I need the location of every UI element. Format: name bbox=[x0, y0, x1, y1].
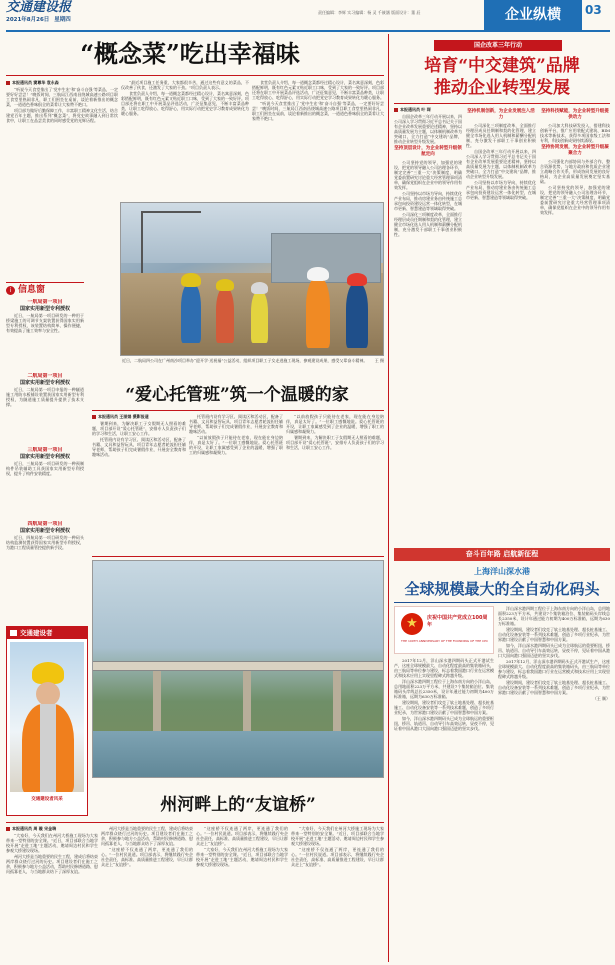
river-paragraph: “这座桥不仅连通了两岸，更连通了我们的心。”一位村民说道。项目部表示，将继续践行央企社会责任，高标准、高质量推进工程建设，早日让群众走上“友谊桥”。 bbox=[196, 826, 288, 846]
river-paragraph: “大家好，今天我们在州河大桥施工现场为大家带来一堂特别的安全课。”近日，项目部联合当地学校开展“走进工地”主题活动，邀请周边村民和学生参观大桥建设现场。 bbox=[291, 826, 384, 846]
river-paragraph: “大家好，今天我们在州河大桥施工现场为大家带来一堂特别的安全课。”近日，项目部联合当地学校开展“走进工地”主题活动，邀请周边村民和学生参观大桥建设现场。 bbox=[6, 833, 98, 853]
date: 2021年8月26日 bbox=[6, 17, 50, 23]
reform-subhead: 坚持协同发展，为企业转型升级凝聚合力 bbox=[541, 145, 609, 156]
reform-col1 bbox=[394, 107, 462, 539]
ad-header bbox=[7, 627, 87, 639]
info-icon: i bbox=[6, 286, 15, 295]
worker-figure bbox=[306, 278, 330, 348]
page-number: 03 bbox=[585, 3, 602, 17]
reform-rule bbox=[394, 103, 610, 104]
port-col2 bbox=[498, 606, 610, 962]
river-col1 bbox=[6, 826, 98, 962]
right-divider bbox=[388, 34, 389, 962]
helmet-icon bbox=[216, 279, 234, 291]
childcare-paragraph: “以前放假孩子只能待在老家，现在能在身边陪伴，真是太好了。”一位职工感慨地说。爱心托管班的开设，让职工家属感受到了企业的温暖，增强了职工的归属感和凝聚力。 bbox=[286, 414, 384, 434]
childcare-col2 bbox=[189, 414, 283, 552]
childcare-paragraph: 暑期到来，为解决职工子女假期无人照看的难题，项目部开设“爱心托管班”，安排专人负责孩子们的学习和生活，让职工安心工作。 bbox=[286, 435, 384, 450]
port-headline: 全球规模最大的全自动化码头 bbox=[404, 580, 600, 598]
info-item-sub: 国家实用新型专利授权 bbox=[19, 454, 70, 460]
reform-col3 bbox=[540, 107, 610, 539]
video-icon bbox=[10, 630, 17, 636]
info-station-header bbox=[6, 283, 84, 297]
reform-subhead: 坚持科技赋能，为企业转型升级提供动力 bbox=[541, 109, 609, 120]
square-bullet-icon bbox=[92, 415, 96, 419]
river-paragraph: “这座桥不仅连通了两岸，更连通了我们的心。”一位村民说道。项目部表示，将继续践行央企社会责任，高标准、高质量推进工程建设，早日让群众走上“友谊桥”。 bbox=[101, 847, 193, 867]
party-emblem-icon: ★ bbox=[401, 613, 423, 635]
childcare-byline: 本报通讯员 王丽娟 摄影报道 bbox=[98, 414, 149, 419]
main-paragraph: “最近项目施工任务重，大家都很辛苦，通过这些有意义的菜品，不仅改善了伙食，还激发了大家的干劲。”项目负责人表示。 bbox=[121, 80, 249, 90]
port-paragraph: 建设期间，建设者们攻克了软土地基处理、超长桩基施工、自动化设备安装等一系列技术难题，创造了多项行业纪录，为世界港口建设贡献了中国智慧和中国方案。 bbox=[498, 627, 610, 642]
ad-image bbox=[10, 642, 84, 792]
reform-paragraph: 自国企改革三年行动开展以来，四公司深入学习贯彻习近平总书记关于国有企业改革发展重要论述精神，坚持以高质量发展为主题，以体制机制改革为突破口，全力打造“中交建筑”品牌，推动企业转型升级发展。 bbox=[466, 149, 536, 179]
info-item-sub: 国家实用新型专利授权 bbox=[19, 528, 70, 534]
river-paragraph: 州河大桥是当地重要的民生工程，建成后将结束两岸群众绕行过河的历史。项目建设者们在施工之余，积极参与地方公益活动，帮助村民修缮道路、慰问孤寡老人，与当地群众结下了深厚友谊。 bbox=[6, 854, 98, 874]
photo-credit: 王 摄 bbox=[374, 358, 384, 363]
info-item-text: 近日，一航局第一项目研发的一种用于桥梁施工的可调节支架装置获得国家实用新型专利授权，该装置结构简单、操作便捷，有效提高了施工效率与安全性。 bbox=[6, 313, 84, 333]
main-article-col1 bbox=[6, 80, 118, 278]
port-col1 bbox=[394, 658, 494, 960]
ad-caption: 交通建设者风采 bbox=[31, 797, 63, 802]
centenary-banner: 奋斗百年路 启航新征程 bbox=[394, 548, 610, 561]
port-paragraph: 如今，洋山深水港四期码头已成为全球航运的重要枢纽，桥吊、轨道吊、自动导引车高效运转，昼夜不停，见证着中国从港口大国向港口强国迈进的坚实步伐。 bbox=[498, 643, 610, 658]
centenary-logo bbox=[394, 606, 494, 654]
childcare-col3 bbox=[286, 414, 384, 552]
port-paragraph: 建设期间，建设者们攻克了软土地基处理、超长桩基施工、自动化设备安装等一系列技术难题，创造了多项行业纪录，为世界港口建设贡献了中国智慧和中国方案。 bbox=[394, 700, 494, 715]
info-item-sub: 国家实用新型专利授权 bbox=[19, 380, 70, 386]
main-article-col3 bbox=[252, 80, 384, 200]
childcare-paragraph: “以前放假孩子只能待在老家，现在能在身边陪伴，真是太好了。”一位职工感慨地说。爱心托管班的开设，让职工家属感受到了企业的温暖，增强了职工的归属感和凝聚力。 bbox=[189, 435, 283, 455]
river-byline: 本报通讯员 周 璇 宋金瑞 bbox=[12, 826, 57, 831]
childcare-rule bbox=[92, 410, 384, 411]
reform-paragraph: 公司坚持以市场为导向，持续优化产业布局，推动房建业务由传统施工总承包向投资建设运营一体化转型，在城市更新、智慧建造等领域取得突破。 bbox=[466, 180, 536, 200]
editor-credits: 责任编辑：李辉 实习编辑：杨 灵 千筱涵 版面设计：董 辰 bbox=[318, 10, 421, 15]
childcare-headline: “爱心托管班”筑一个温暖的家 bbox=[125, 385, 349, 405]
centenary-logo-text: 庆祝中国共产党成立100周年 bbox=[427, 615, 488, 628]
port-paragraph: 建设期间，建设者们攻克了软土地基处理、超长桩基施工、自动化设备安装等一系列技术难题，创造了多项行业纪录，为世界港口建设贡献了中国智慧和中国方案。 bbox=[498, 680, 610, 695]
photo-caption-text: 近日，二航局四公司在广州南沙项目举办“迎开学·送祝福”公益活动，组织项目职工子女走进施工现场，参观建设成果，感受父辈奋斗精神。 bbox=[122, 358, 368, 363]
info-item-head: 三航局第一项目 bbox=[27, 447, 63, 453]
reform-paragraph: 公司坚持党的领导，加强党的建设，把党的领导融入公司治理各环节，制定完善“三重一大”决策制度，明确党委前置研究讨论重大经营管理事项清单，确保党组织在企业中的领导作用有效发挥。 bbox=[394, 160, 462, 190]
photo-caption bbox=[122, 358, 384, 380]
river-paragraph: “这座桥不仅连通了两岸，更连通了我们的心。”一位村民说道。项目部表示，将继续践行央企社会责任，高标准、高质量推进工程建设，早日让群众走上“友谊桥”。 bbox=[291, 847, 384, 867]
bridge-photo bbox=[92, 560, 384, 778]
reform-paragraph: 自国企改革三年行动开展以来，四公司深入学习贯彻习近平总书记关于国有企业改革发展重要论述精神，坚持以高质量发展为主题，以体制机制改革为突破口，全力打造“中交建筑”品牌，推动企业转型升级发展。 bbox=[394, 114, 462, 144]
river-rule bbox=[6, 822, 384, 823]
river-headline: 州河畔上的“友谊桥” bbox=[160, 795, 316, 815]
masthead-rule bbox=[6, 30, 610, 32]
port-paragraph: 洋山深水港四期工程位于上海东南方向的小洋山岛，总用地面积223万平方米，共建设7个集装箱泊位、集装箱码头岸线总长2350米，设计年通过能力初期为400万标准箱，远期为630万标准箱。 bbox=[498, 606, 610, 626]
info-item-head: 一航局第一项目 bbox=[27, 299, 63, 305]
port-paragraph: 2017年12月，洋山深水港四期码头正式开港试生产，这座全球规模最大、自动化程度最高的集装箱码头，由三航局等单位参与建设，标志着我国港口行业在运营模式和技术应用上实现里程碑式跨越升级。 bbox=[498, 659, 610, 679]
river-water bbox=[93, 731, 384, 778]
issue-date bbox=[6, 17, 71, 24]
childcare-paragraph: 托管班内设有学习区、阅读区和活动区，配备了书籍、文具和益智玩具，项目青年志愿者轮流担任辅导老师，帮助孩子们完成暑假作业，开展安全教育和趣味活动。 bbox=[189, 414, 283, 434]
info-item-sub: 国家实用新型专利授权 bbox=[19, 306, 70, 312]
reform-banner: 国企改革三年行动 bbox=[434, 40, 562, 51]
childcare-paragraph: 暑期到来，为解决职工子女假期无人照看的难题，项目部开设“爱心托管班”，安排专人负责孩子们的学习和生活，让职工安心工作。 bbox=[92, 421, 186, 436]
port-paragraph: 2017年12月，洋山深水港四期码头正式开港试生产，这座全球规模最大、自动化程度最高的集装箱码头，由三航局等单位参与建设，标志着我国港口行业在运营模式和技术应用上实现里程碑式跨越升级。 bbox=[394, 658, 494, 678]
childcare-col1 bbox=[92, 414, 186, 552]
main-paragraph: “听说今天食堂推出了‘党中生宏’和‘奋斗自强’等菜品，一定要好好尝尝！”晚饭时间，三航局江西南昌绕城高速公路项目职工食堂里热闹非凡，职工们围坐在桌前，谈论着新推出的概念菜，一道道色香味俱全的菜肴让大家赞不绝口。 bbox=[252, 101, 384, 121]
reform-subhead: 坚持机制创新，为企业发展注入活力 bbox=[467, 109, 535, 120]
river-paragraph: “大家好，今天我们在州河大桥施工现场为大家带来一堂特别的安全课。”近日，项目部联合当地学校开展“走进工地”主题活动，邀请周边村民和学生参观大桥建设现场。 bbox=[196, 847, 288, 867]
reform-byline: 本报通讯员 叶 琛 bbox=[400, 107, 431, 112]
helmet-icon bbox=[307, 267, 329, 281]
square-bullet-icon bbox=[394, 108, 398, 112]
reform-paragraph: 公司深化三项制度改革，全面推行经理层成员任期制和契约化管理，建立健全市场化选人用人机制和薪酬分配机制，充分激发干部职工干事创业积极性。 bbox=[394, 212, 462, 237]
river-top-rule bbox=[92, 556, 384, 557]
child-figure bbox=[216, 288, 234, 343]
headline-rule bbox=[6, 75, 384, 76]
reform-col2 bbox=[466, 107, 536, 539]
river-col3 bbox=[196, 826, 288, 962]
worker-figure bbox=[346, 283, 368, 348]
crane-icon bbox=[141, 211, 143, 281]
main-continuation: 食堂负责人介绍，每一道概念菜都经过精心设计，菜名寓意深刻，色彩搭配鲜明，既有红色元素又贴近职工口味，受到了大家的一致好评。项目部还将在职工中开展菜品评选活动，广泛征集意见，不断丰富菜品种类，让职工吃得放心、吃得舒心，用实际行动把党史学习教育成果转化为暖心服务。 bbox=[252, 80, 384, 100]
main-headline: “概念菜”吃出幸福味 bbox=[80, 39, 300, 68]
reform-headline-1: 培育“中交建筑”品牌 bbox=[424, 56, 580, 76]
bridge-deck bbox=[93, 661, 384, 671]
port-paragraph: 如今，洋山深水港四期码头已成为全球航运的重要枢纽，桥吊、轨道吊、自动导引车高效运转，昼夜不停，见证着中国从港口大国向港口强国迈进的坚实步伐。 bbox=[394, 716, 494, 731]
helmet-icon bbox=[347, 273, 367, 286]
main-paragraph: “听说今天食堂推出了‘党中生宏’和‘奋斗自强’等菜品，一定要好好尝尝！”晚饭时间，三航局江西南昌绕城高速公路项目职工食堂里热闹非凡，职工们围坐在桌前，谈论着新推出的概念菜，一道道色香味俱全的菜肴让大家赞不绝口。 bbox=[6, 87, 118, 107]
reform-paragraph: 公司强化内部协同与外部合作，整合资源优势，与地方政府和优质企业建立战略合作关系，形成协同发展的良好格局，为企业高质量发展奠定坚实基础。 bbox=[540, 159, 610, 184]
centenary-logo-sub: THE 100TH ANNIVERSARY OF THE FOUNDING OF THE CPC bbox=[401, 639, 489, 643]
childcare-paragraph: 托管班内设有学习区、阅读区和活动区，配备了书籍、文具和益智玩具，项目青年志愿者轮流担任辅导老师，帮助孩子们完成暑假作业，开展安全教育和趣味活动。 bbox=[92, 437, 186, 457]
square-bullet-icon bbox=[6, 827, 10, 831]
reform-subhead: 坚持顶层设计，为企业转型升级领航定向 bbox=[394, 146, 462, 157]
section-name: 企业纵横 bbox=[505, 7, 561, 23]
worker-face bbox=[36, 682, 60, 706]
port-kicker: 上海洋山深水港 bbox=[474, 567, 530, 576]
info-station-title: 信息窗 bbox=[18, 284, 46, 295]
paper-name: 交通建设报 bbox=[6, 0, 72, 15]
info-item bbox=[6, 447, 84, 521]
main-continuation: 食堂负责人介绍，每一道概念菜都经过精心设计，菜名寓意深刻，色彩搭配鲜明，既有红色元素又贴近职工口味，受到了大家的一致好评。项目部还将在职工中开展菜品评选活动，广泛征集意见，不断丰富菜品种类，让职工吃得放心、吃得舒心，用实际行动把党史学习教育成果转化为暖心服务。 bbox=[121, 91, 249, 116]
helmet-icon bbox=[32, 662, 64, 684]
info-item bbox=[6, 521, 84, 595]
reform-paragraph: 公司坚持党的领导，加强党的建设，把党的领导融入公司治理各环节，制定完善“三重一大”决策制度，明确党委前置研究讨论重大经营管理事项清单，确保党组织在企业中的领导作用有效发挥。 bbox=[540, 185, 610, 215]
child-figure bbox=[181, 283, 201, 343]
reform-paragraph: 公司坚持以市场为导向，持续优化产业布局，推动房建业务由传统施工总承包向投资建设运营一体化转型，在城市更新、智慧建造等领域取得突破。 bbox=[394, 191, 462, 211]
port-signature: （王 顺） bbox=[592, 696, 610, 701]
river-col2 bbox=[101, 826, 193, 962]
info-item bbox=[6, 299, 84, 373]
ad-title: 交通建设者 bbox=[20, 629, 53, 637]
info-station bbox=[6, 282, 84, 614]
info-item-head: 二航局第一项目 bbox=[27, 373, 63, 379]
info-item-text: 近日，二航局第一项目申报的一种隧道施工用防水板铺设装置获国家实用新型专利授权，为隧道施工质量提升提供了技术支撑。 bbox=[6, 387, 84, 407]
info-item-head: 四航局第一项目 bbox=[27, 521, 63, 527]
main-byline: 本报通讯员 窦尊华 袁永森 bbox=[12, 80, 59, 85]
helmet-icon bbox=[181, 273, 201, 287]
masthead bbox=[0, 0, 615, 32]
helmet-icon bbox=[251, 282, 268, 294]
info-item-text: 近日，三航局第一项目研发的一种预制构件吊装辅助工具获国家实用新型专利授权，提升了构件安装精度。 bbox=[6, 461, 84, 476]
ad-block bbox=[6, 626, 88, 816]
main-paragraph: 项目部为做好后勤保障工作，丰富职工精神文化生活，结合建党百年主题，推出系列“概念菜”，将党史故事融入到日常饮食中，让职工在品尝美食的同时感受党的光辉历程。 bbox=[6, 108, 118, 123]
construction-site-photo bbox=[120, 202, 384, 356]
river-paragraph: 州河大桥是当地重要的民生工程，建成后将结束两岸群众绕行过河的历史。项目建设者们在施工之余，积极参与地方公益活动，帮助村民修缮道路、慰问孤寡老人，与当地群众结下了深厚友谊。 bbox=[101, 826, 193, 846]
weekday: 星期四 bbox=[54, 17, 71, 23]
square-bullet-icon bbox=[6, 81, 10, 85]
reform-headline-2: 推动企业转型发展 bbox=[434, 78, 570, 98]
info-item-text: 近日，四航局第一项目研发的一种码头结构监测装置获得国家实用新型专利授权，为港口工程质量管控提供新手段。 bbox=[6, 535, 84, 550]
section-badge bbox=[484, 0, 582, 32]
river-col4 bbox=[291, 826, 384, 962]
main-article-col2 bbox=[121, 80, 249, 200]
child-figure bbox=[251, 291, 268, 343]
port-paragraph: 洋山深水港四期工程位于上海东南方向的小洋山岛，总用地面积223万平方米，共建设7个集装箱泊位、集装箱码头岸线总长2350米，设计年通过能力初期为400万标准箱，远期为630万标准箱。 bbox=[394, 679, 494, 699]
reform-paragraph: 公司加大科技研发投入，搭建科技创新平台，推广应用装配式建筑、BIM技术等新技术，获得多项国家级工法和专利，科技创新成果持续涌现。 bbox=[540, 123, 610, 143]
port-rule bbox=[394, 602, 610, 603]
info-item bbox=[6, 373, 84, 447]
reform-paragraph: 公司深化三项制度改革，全面推行经理层成员任期制和契约化管理，建立健全市场化选人用人机制和薪酬分配机制，充分激发干部职工干事创业积极性。 bbox=[466, 123, 536, 148]
